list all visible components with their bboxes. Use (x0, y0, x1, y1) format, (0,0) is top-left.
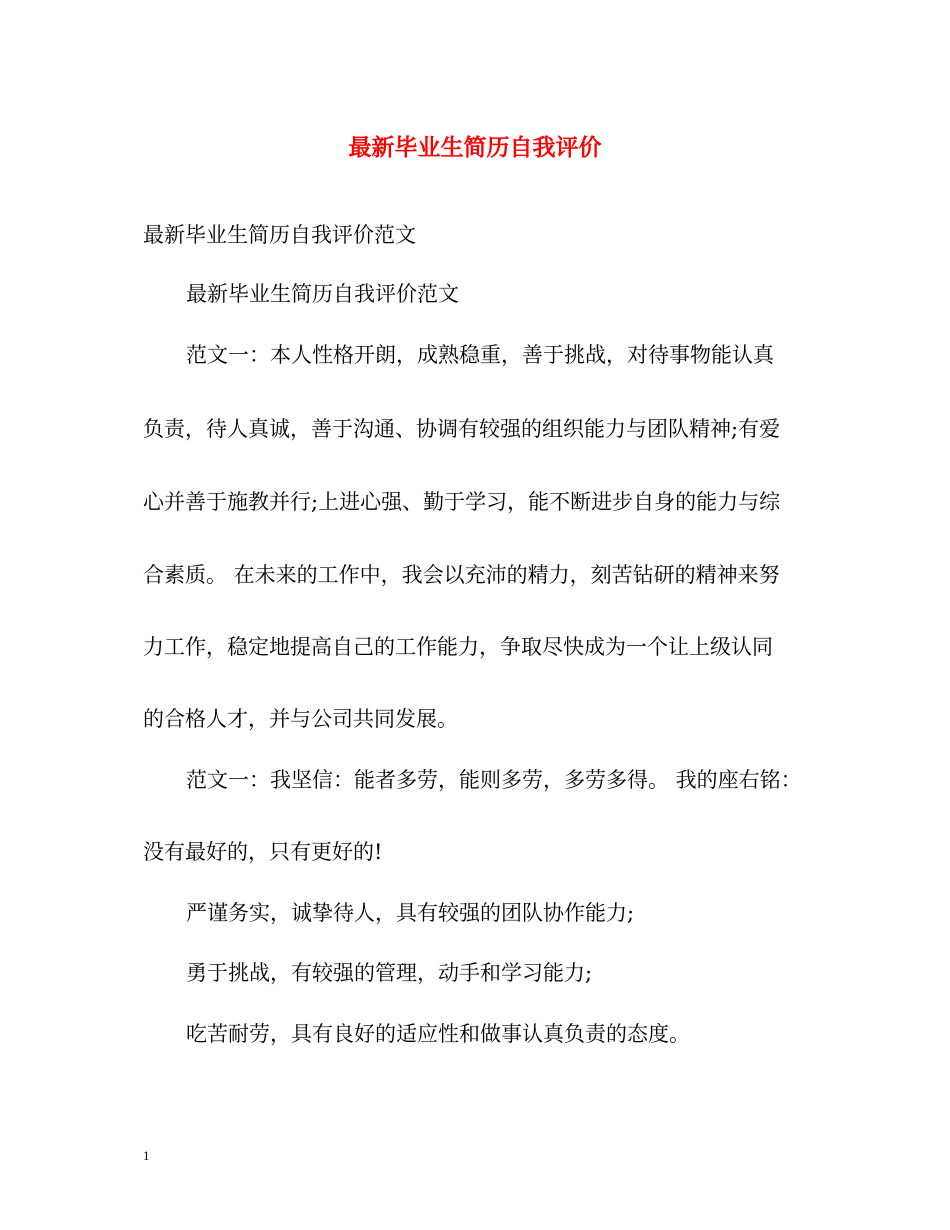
text-line-heading: 最新毕业生简历自我评价范文 (186, 282, 459, 306)
text-line-sample1-1: 范文一：本人性格开朗，成熟稳重，善于挑战，对待事物能认真 (186, 343, 774, 367)
text-line-trait-3: 吃苦耐劳，具有良好的适应性和做事认真负责的态度。 (186, 1022, 690, 1046)
text-line-trait-2: 勇于挑战，有较强的管理，动手和学习能力; (186, 961, 593, 985)
text-line-sample2-2: 没有最好的，只有更好的! (143, 840, 383, 864)
text-line-sample1-2: 负责，待人真诚，善于沟通、协调有较强的组织能力与团队精神;有爱 (143, 417, 781, 441)
text-line-sample1-3: 心并善于施教并行;上进心强、勤于学习，能不断进步自身的能力与综 (143, 490, 781, 514)
text-line-sample1-5: 力工作，稳定地提高自己的工作能力，争取尽快成为一个让上级认同 (143, 635, 773, 659)
page-number: 1 (143, 1148, 150, 1163)
text-line-trait-1: 严谨务实，诚挚待人，具有较强的团队协作能力; (186, 901, 635, 925)
text-line-sample1-6: 的合格人才，并与公司共同发展。 (143, 707, 458, 731)
document-title: 最新毕业生简历自我评价 (348, 134, 602, 161)
text-line-sample1-4: 合素质。 在未来的工作中，我会以充沛的精力，刻苦钻研的精神来努 (143, 563, 780, 587)
text-line-subtitle: 最新毕业生简历自我评价范文 (143, 223, 416, 247)
text-line-sample2-1: 范文一：我坚信：能者多劳，能则多劳，多劳多得。 我的座右铭： (186, 768, 802, 792)
